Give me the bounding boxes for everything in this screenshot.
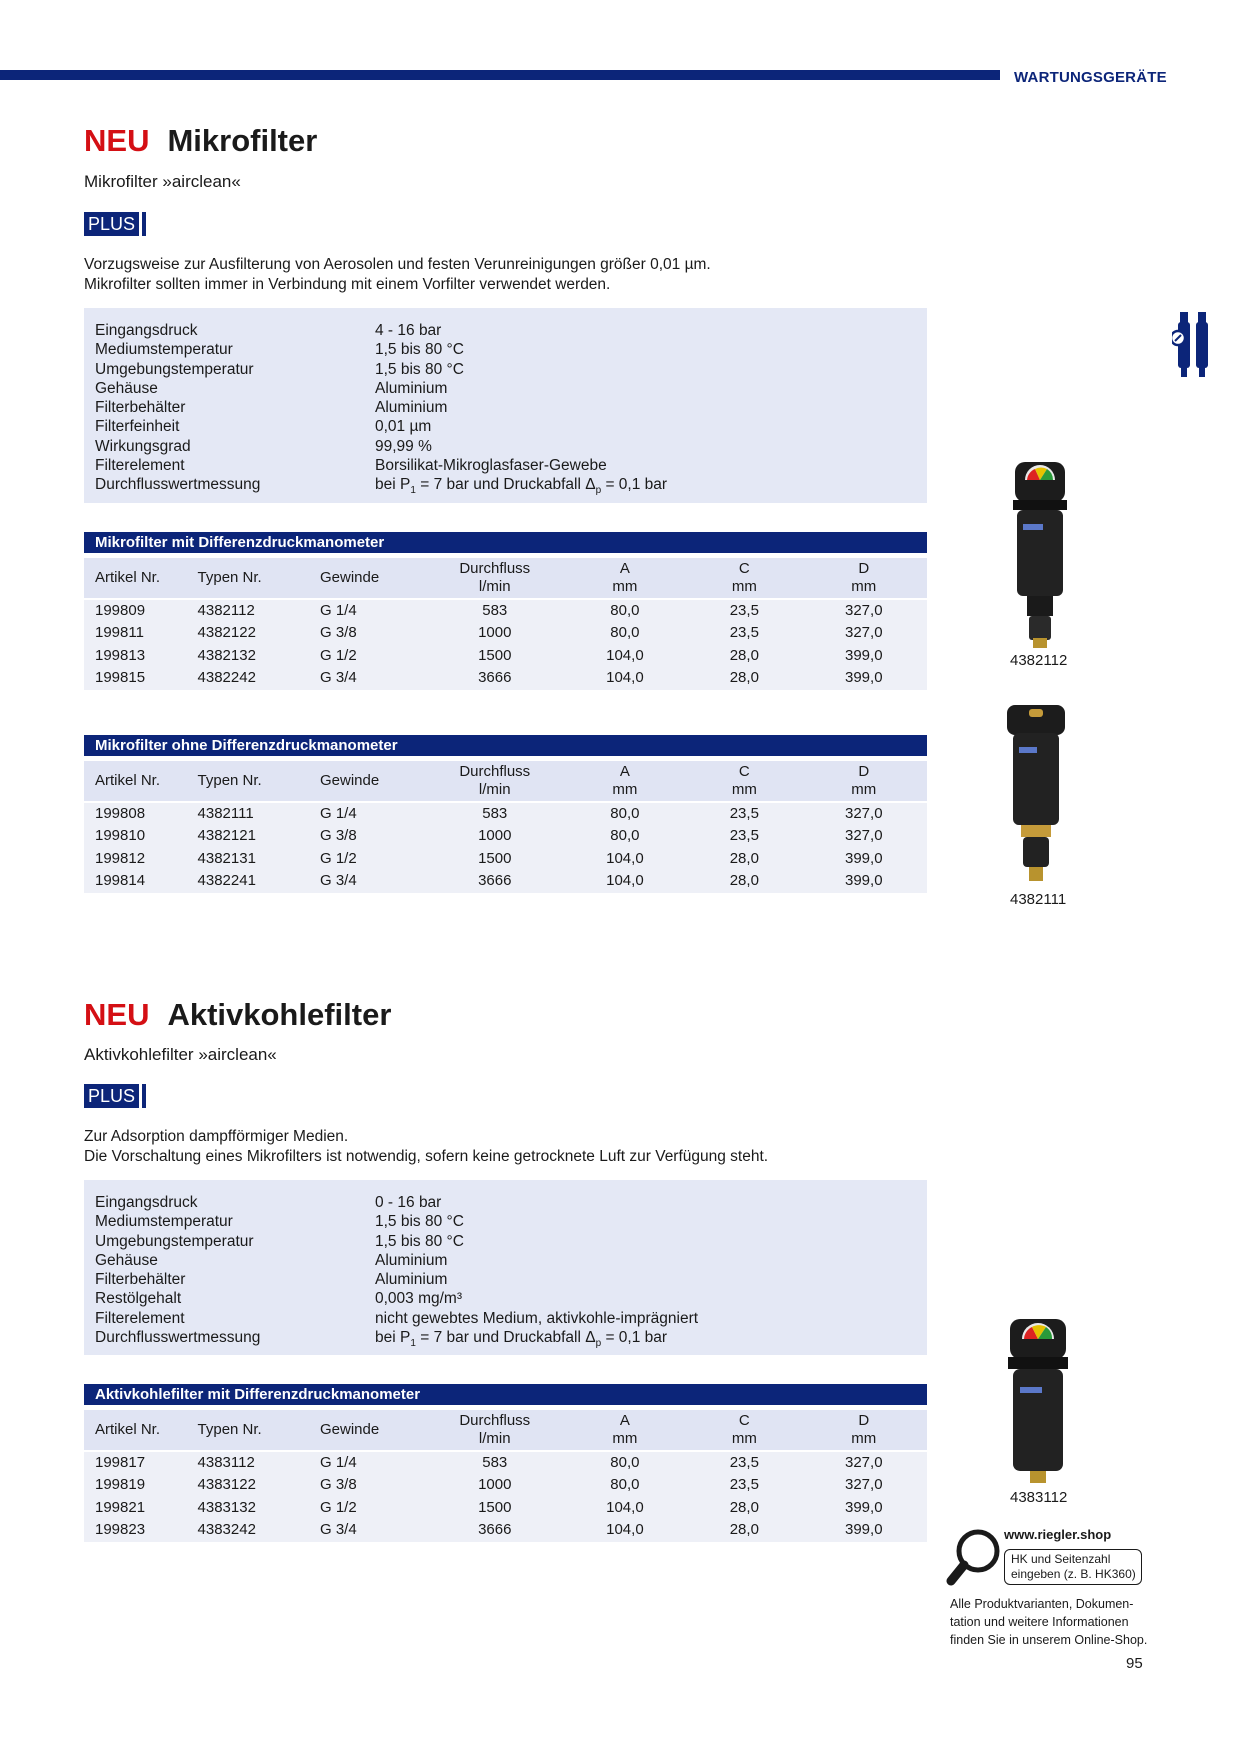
spec-label: Filterbehälter <box>95 1271 186 1289</box>
spec-value: 1,5 bis 80 °C <box>375 360 464 378</box>
filter-without-gauge-image <box>1003 703 1069 887</box>
shop-note: Alle Produktvarianten, Dokumen- tation und weitere Informationen finden Sie in unserem Online-Shop. <box>950 1597 1148 1647</box>
spec-row <box>84 360 927 379</box>
plus-badge <box>84 1084 146 1108</box>
spec-row <box>84 475 927 497</box>
plus-badge-text: PLUS <box>84 212 139 236</box>
col-header-thread: Gewinde <box>310 1410 428 1450</box>
spec-label: Mediumstemperatur <box>95 1213 233 1231</box>
product-table <box>84 558 927 690</box>
col-header-article: Artikel Nr. <box>84 1410 198 1450</box>
product-subtitle: Aktivkohlefilter »airclean« <box>84 1045 277 1064</box>
table-row: 199819 4383122 G 3/8 1000 80,0 23,5 327,0 <box>84 1474 927 1496</box>
spec-value: Aluminium <box>375 399 448 417</box>
col-header-flow: Durchfluss l/min <box>428 1410 562 1450</box>
table-row: 199813 4382132 G 1/2 1500 104,0 28,0 399,0 <box>84 645 927 667</box>
spec-label: Durchflusswertmessung <box>95 1329 261 1347</box>
spec-label: Umgebungstemperatur <box>95 1232 254 1250</box>
spec-value: Aluminium <box>375 1271 448 1289</box>
spec-row <box>84 1232 927 1251</box>
product-description <box>84 1127 768 1166</box>
spec-row <box>84 1328 927 1350</box>
maintenance-unit-icon <box>1172 312 1216 380</box>
product-table <box>84 1410 927 1542</box>
spec-label: Umgebungstemperatur <box>95 360 254 378</box>
page-number: 95 <box>1126 1655 1143 1672</box>
spec-row <box>84 417 927 436</box>
table-row: 199817 4383112 G 1/4 583 80,0 23,5 327,0 <box>84 1452 927 1474</box>
spec-row <box>84 437 927 456</box>
shop-hint-line: HK und Seitenzahl <box>1011 1552 1111 1566</box>
table-row: 199815 4382242 G 3/4 3666 104,0 28,0 399,0 <box>84 667 927 689</box>
col-header-d: D mm <box>801 1410 927 1450</box>
spec-value: 4 - 16 bar <box>375 322 442 339</box>
col-header-flow: Durchfluss l/min <box>428 761 562 801</box>
spec-row <box>84 1270 927 1289</box>
plus-badge <box>84 212 146 236</box>
new-badge: NEU <box>84 123 150 158</box>
filter-with-gauge-image <box>1005 458 1075 656</box>
spec-row <box>84 379 927 398</box>
table-row: 199812 4382131 G 1/2 1500 104,0 28,0 399,0 <box>84 848 927 870</box>
spec-label: Durchflusswertmessung <box>95 476 261 494</box>
spec-value: Aluminium <box>375 1251 448 1269</box>
description-line: Mikrofilter sollten immer in Verbindung mit einem Vorfilter verwendet werden. <box>84 275 611 293</box>
spec-value: 1,5 bis 80 °C <box>375 1213 464 1231</box>
table-title: Mikrofilter mit Differenzdruckmanometer <box>84 532 927 553</box>
product-description <box>84 255 711 294</box>
col-header-thread: Gewinde <box>310 558 428 598</box>
spec-value: Borsilikat-Mikroglasfaser-Gewebe <box>375 457 607 475</box>
table-title: Aktivkohlefilter mit Differenzdruckmanometer <box>84 1384 927 1405</box>
spec-row <box>84 456 927 475</box>
spec-label: Mediumstemperatur <box>95 341 233 359</box>
product-name: Aktivkohlefilter <box>167 997 392 1032</box>
spec-row <box>84 340 927 359</box>
activated-carbon-filter-image <box>1002 1315 1074 1491</box>
spec-row <box>84 1289 927 1308</box>
product-subtitle: Mikrofilter »airclean« <box>84 172 241 191</box>
spec-label: Filterelement <box>95 1309 185 1327</box>
image-caption: 4382112 <box>1010 652 1068 669</box>
spec-value: 99,99 % <box>375 437 432 455</box>
table-row: 199811 4382122 G 3/8 1000 80,0 23,5 327,0 <box>84 622 927 644</box>
col-header-a: A mm <box>562 558 688 598</box>
product-name: Mikrofilter <box>167 123 318 158</box>
table-row: 199810 4382121 G 3/8 1000 80,0 23,5 327,0 <box>84 825 927 847</box>
section-label: WARTUNGSGERÄTE <box>1014 69 1167 86</box>
col-header-thread: Gewinde <box>310 761 428 801</box>
col-header-d: D mm <box>801 761 927 801</box>
description-line: Zur Adsorption dampfförmiger Medien. <box>84 1128 349 1145</box>
spec-table <box>84 1180 927 1355</box>
col-header-c: C mm <box>688 558 800 598</box>
spec-value: bei $P_1 = 7$ bar und Druckabfall $\Delta_p = 0,1$ bar <box>375 1329 668 1350</box>
spec-label: Filterfeinheit <box>95 418 180 436</box>
spec-row <box>84 1212 927 1231</box>
col-header-type: Typen Nr. <box>198 558 310 598</box>
spec-label: Eingangsdruck <box>95 322 198 339</box>
spec-value: 1,5 bis 80 °C <box>375 341 464 359</box>
col-header-a: A mm <box>562 761 688 801</box>
spec-label: Gehäuse <box>95 379 158 397</box>
shop-url[interactable]: www.riegler.shop <box>1004 1527 1112 1542</box>
spec-value: 0,003 mg/m³ <box>375 1290 463 1308</box>
col-header-c: C mm <box>688 761 800 801</box>
col-header-article: Artikel Nr. <box>84 761 198 801</box>
spec-label: Gehäuse <box>95 1251 158 1269</box>
spec-value: nicht gewebtes Medium, aktivkohle-imprägniert <box>375 1309 699 1327</box>
description-line: Vorzugsweise zur Ausfilterung von Aerosolen und festen Verunreinigungen größer 0,01 µm. <box>84 256 711 273</box>
table-title: Mikrofilter ohne Differenzdruckmanometer <box>84 735 927 756</box>
spec-label: Wirkungsgrad <box>95 437 191 455</box>
spec-label: Filterbehälter <box>95 399 186 417</box>
spec-row <box>84 1309 927 1328</box>
new-badge: NEU <box>84 997 150 1032</box>
spec-label: Restölgehalt <box>95 1290 182 1308</box>
spec-table <box>84 308 927 503</box>
image-caption: 4383112 <box>1010 1489 1068 1506</box>
spec-label: Eingangsdruck <box>95 1194 198 1211</box>
spec-row <box>84 398 927 417</box>
col-header-a: A mm <box>562 1410 688 1450</box>
plus-badge-bar <box>142 1084 146 1108</box>
shop-hint-line: eingeben (z. B. HK360) <box>1011 1567 1136 1581</box>
table-row: 199814 4382241 G 3/4 3666 104,0 28,0 399,0 <box>84 870 927 892</box>
col-header-type: Typen Nr. <box>198 761 310 801</box>
plus-badge-text: PLUS <box>84 1084 139 1108</box>
col-header-flow: Durchfluss l/min <box>428 558 562 598</box>
spec-value: 1,5 bis 80 °C <box>375 1232 464 1250</box>
spec-row <box>84 321 927 340</box>
table-row: 199823 4383242 G 3/4 3666 104,0 28,0 399,0 <box>84 1519 927 1541</box>
shop-hint-box <box>1004 1549 1142 1585</box>
header-bar <box>0 70 1000 80</box>
plus-badge-bar <box>142 212 146 236</box>
spec-value: Aluminium <box>375 379 448 397</box>
spec-value: bei $P_1 = 7$ bar und Druckabfall $\Delta_p = 0,1$ bar <box>375 476 668 497</box>
col-header-article: Artikel Nr. <box>84 558 198 598</box>
col-header-c: C mm <box>688 1410 800 1450</box>
spec-value: 0,01 µm <box>375 418 432 436</box>
spec-row <box>84 1251 927 1270</box>
spec-label: Filterelement <box>95 457 185 475</box>
spec-row <box>84 1193 927 1212</box>
image-caption: 4382111 <box>1010 891 1067 908</box>
table-row: 199821 4383132 G 1/2 1500 104,0 28,0 399,0 <box>84 1497 927 1519</box>
product-table <box>84 761 927 893</box>
col-header-d: D mm <box>801 558 927 598</box>
col-header-type: Typen Nr. <box>198 1410 310 1450</box>
table-row: 199809 4382112 G 1/4 583 80,0 23,5 327,0 <box>84 600 927 622</box>
table-row: 199808 4382111 G 1/4 583 80,0 23,5 327,0 <box>84 803 927 825</box>
product-title <box>84 123 317 159</box>
spec-value: 0 - 16 bar <box>375 1194 442 1211</box>
product-title <box>84 997 391 1033</box>
description-line: Die Vorschaltung eines Mikrofilters ist notwendig, sofern keine getrocknete Luft zur Verfügung steht. <box>84 1147 769 1165</box>
magnifier-icon <box>946 1527 1002 1587</box>
